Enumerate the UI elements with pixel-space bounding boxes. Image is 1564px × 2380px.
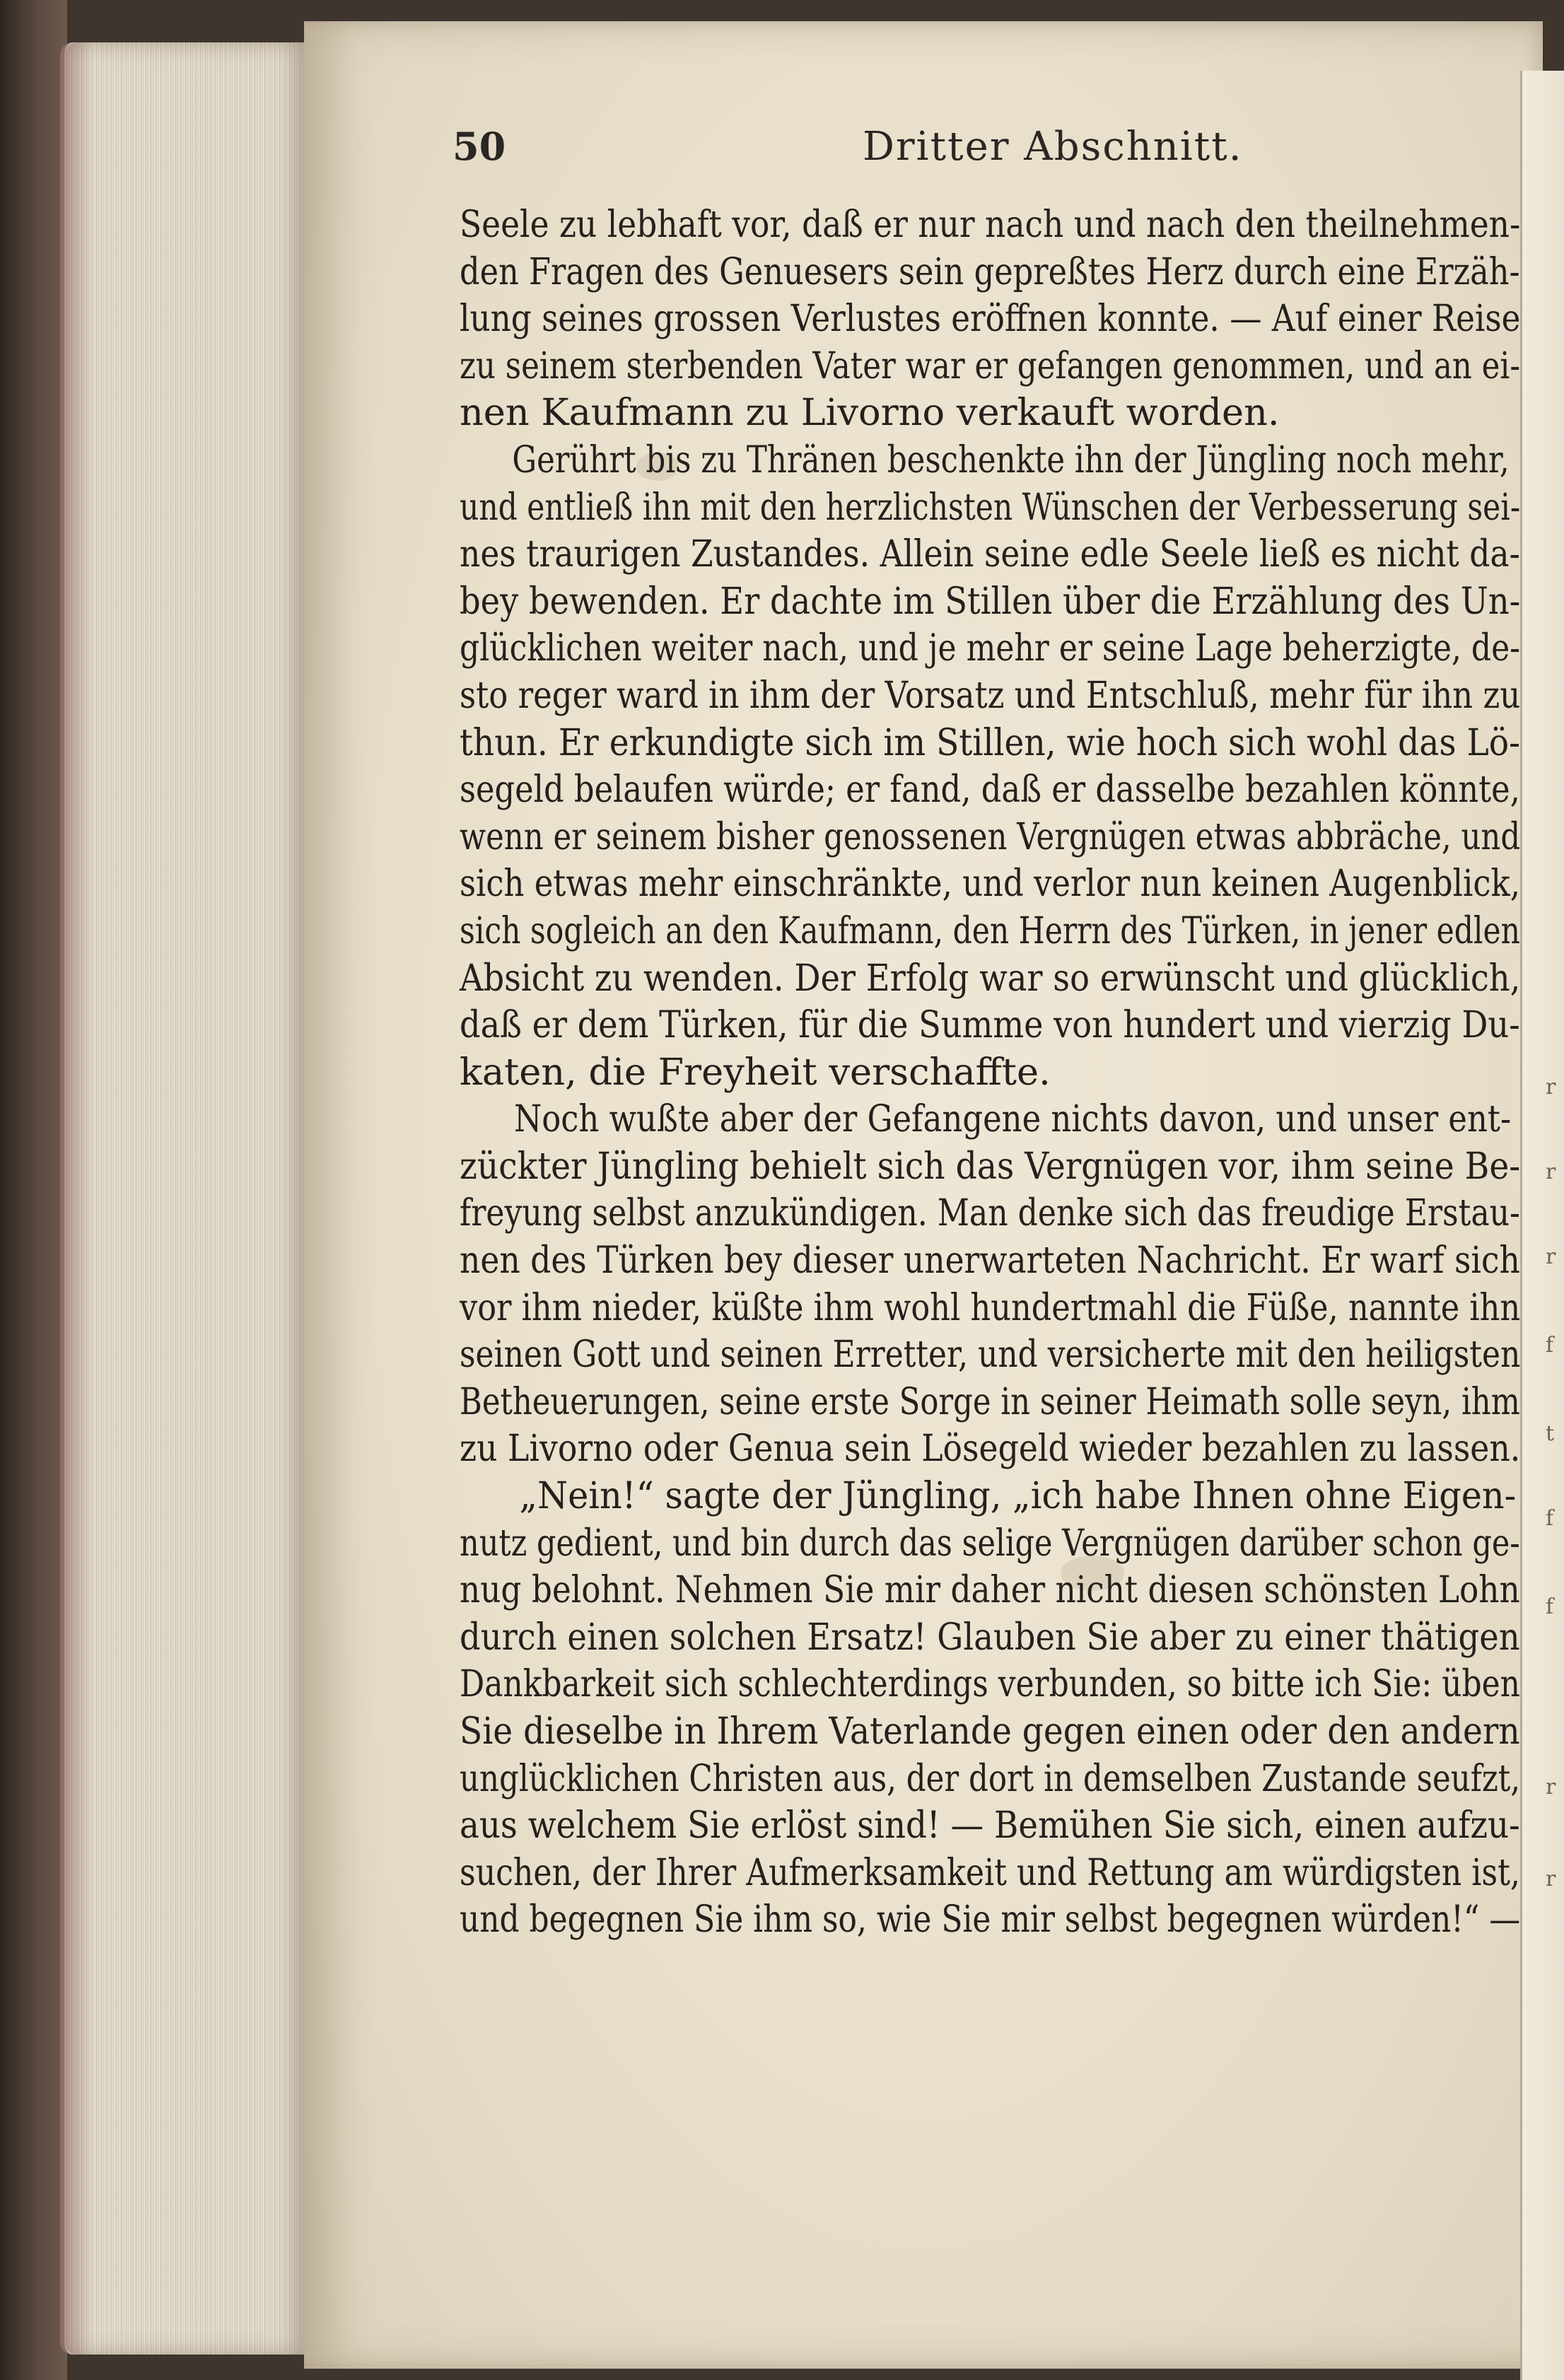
text-line: unglücklichen Christen aus, der dort in demselben Zustande seufzt,	[460, 1756, 1521, 1800]
text-line: „Nein!“ sagte der Jüngling, „ich habe Ihnen ohne Eigen-	[519, 1474, 1517, 1518]
text-line: und begegnen Sie ihm so, wie Sie mir selbst begegnen würden!“ —	[460, 1898, 1521, 1942]
text-line: Seele zu lebhaft vor, daß er nur nach und nach den theilnehmen-	[460, 203, 1521, 246]
book-cover	[0, 0, 67, 2380]
next-page-glyph: f	[1546, 1333, 1554, 1358]
text-line: freyung selbst anzukündigen. Man denke sich das freudige Erstau-	[460, 1191, 1520, 1235]
running-header	[453, 124, 1513, 180]
page-edges	[60, 42, 308, 2355]
page-number: 50	[453, 124, 506, 169]
text-line: nes traurigen Zustandes. Allein seine edle Seele ließ es nicht da-	[460, 532, 1520, 576]
next-page-glyph: t	[1546, 1421, 1555, 1446]
next-page-glyph: r	[1546, 1775, 1556, 1799]
text-line: Betheuerungen, seine erste Sorge in seiner Heimath solle seyn, ihm	[460, 1379, 1520, 1423]
text-line: vor ihm nieder, küßte ihm wohl hundertmahl die Füße, nannte ihn	[460, 1285, 1521, 1329]
text-line: durch einen solchen Ersatz! Glauben Sie aber zu einer thätigen	[460, 1615, 1520, 1659]
next-page-glyph: r	[1546, 1244, 1556, 1269]
text-line: nen Kaufmann zu Livorno verkauft worden.	[460, 391, 1280, 435]
text-line: zu Livorno oder Genua sein Lösegeld wieder bezahlen zu lassen.	[460, 1427, 1521, 1471]
text-line: nutz gedient, und bin durch das selige Vergnügen darüber schon ge-	[460, 1521, 1520, 1565]
next-page-glyph: r	[1546, 1160, 1556, 1184]
section-title: Dritter Abschnitt.	[863, 124, 1243, 170]
text-line: bey bewenden. Er dachte im Stillen über die Erzählung des Un-	[460, 579, 1521, 623]
text-line: Noch wußte aber der Gefangene nichts davon, und unser ent-	[513, 1097, 1512, 1141]
next-page-glyph: r	[1546, 1075, 1556, 1099]
text-line: segeld belaufen würde; er fand, daß er dasselbe bezahlen könnte,	[460, 768, 1520, 812]
text-line: zückter Jüngling behielt sich das Vergnügen vor, ihm seine Be-	[460, 1144, 1521, 1188]
text-line: seinen Gott und seinen Erretter, und versicherte mit den heiligsten	[460, 1333, 1521, 1377]
text-line: Absicht zu wenden. Der Erfolg war so erwünscht und glücklich,	[460, 956, 1521, 1000]
text-line: den Fragen des Genuesers sein gepreßtes Herz durch eine Erzäh-	[460, 250, 1520, 293]
text-line: nug belohnt. Nehmen Sie mir daher nicht diesen schönsten Lohn	[460, 1568, 1520, 1612]
next-page-glyph: f	[1546, 1594, 1554, 1619]
text-line: suchen, der Ihrer Aufmerksamkeit und Rettung am würdigsten ist,	[460, 1850, 1520, 1894]
text-line: lung seines grossen Verlustes eröffnen konnte. — Auf einer Reise	[460, 297, 1521, 341]
next-page-glyph: f	[1546, 1506, 1554, 1531]
text-line: Dankbarkeit sich schlechterdings verbunden, so bitte ich Sie: üben	[460, 1662, 1520, 1706]
text-line: glücklichen weiter nach, und je mehr er seine Lage beherzigte, de-	[460, 626, 1521, 670]
text-line: nen des Türken bey dieser unerwarteten Nachricht. Er warf sich	[460, 1239, 1520, 1283]
text-line: und entließ ihn mit den herzlichsten Wünschen der Verbesserung sei-	[460, 485, 1521, 529]
text-line: sto reger ward in ihm der Vorsatz und Entschluß, mehr für ihn zu	[460, 673, 1521, 717]
body-text	[460, 202, 1520, 1944]
text-line: thun. Er erkundigte sich im Stillen, wie hoch sich wohl das Lö-	[460, 721, 1521, 764]
text-line: sich etwas mehr einschränkte, und verlor nun keinen Augenblick,	[460, 862, 1520, 906]
text-line: aus welchem Sie erlöst sind! — Bemühen Sie sich, einen aufzu-	[460, 1804, 1520, 1848]
text-line: zu seinem sterbenden Vater war er gefangen genommen, und an ei-	[460, 344, 1521, 387]
text-line: katen, die Freyheit verschaffte.	[460, 1050, 1051, 1094]
next-page-glyph: r	[1546, 1867, 1556, 1891]
text-line: Gerührt bis zu Thränen beschenkte ihn der Jüngling noch mehr,	[512, 438, 1510, 482]
text-line: wenn er seinem bisher genossenen Vergnügen etwas abbräche, und	[460, 815, 1521, 858]
text-line: daß er dem Türken, für die Summe von hundert und vierzig Du-	[460, 1003, 1520, 1047]
text-line: Sie dieselbe in Ihrem Vaterlande gegen einen oder den andern	[460, 1710, 1520, 1753]
next-page-edge	[1520, 71, 1564, 2380]
text-line: sich sogleich an den Kaufmann, den Herrn des Türken, in jener edlen	[460, 909, 1520, 952]
